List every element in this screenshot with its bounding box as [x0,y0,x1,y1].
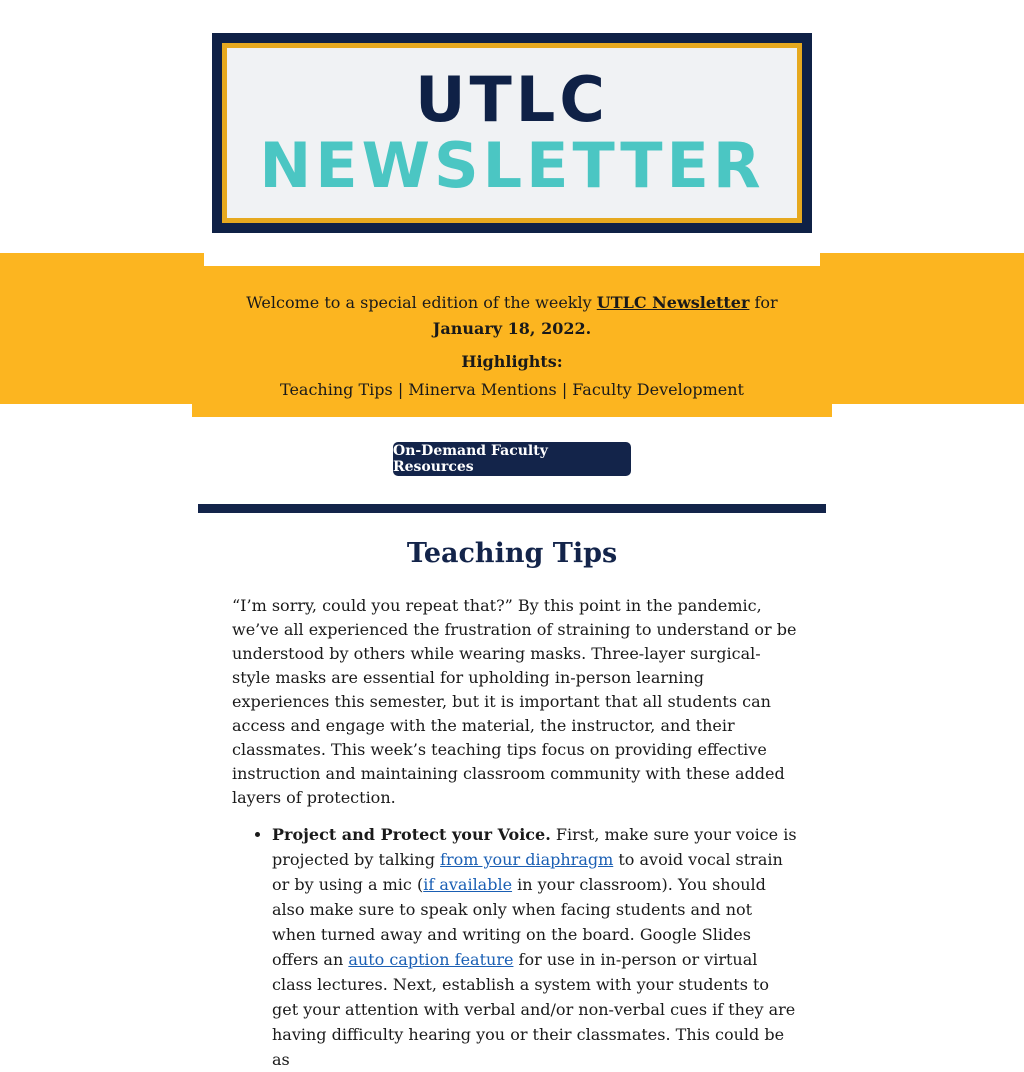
auto-caption-link[interactable]: auto caption feature [348,950,514,969]
band-divider [204,253,820,266]
tip-text: for use in in-person or virtual class lectures. Next, establish a system with your students to get your attention with verbal and/or non-verbal cues if they are having difficulty hearing you or their classmates. This could be as [272,950,796,1069]
section-divider [198,504,826,513]
newsletter-banner [212,33,812,233]
tip-heading: Project and Protect your Voice. [272,825,551,844]
banner-frame [222,43,802,223]
newsletter-link[interactable]: UTLC Newsletter [596,293,750,312]
faculty-resources-button[interactable]: On-Demand Faculty Resources [393,442,631,476]
welcome-text [220,290,804,342]
tip-text: to avoid vocal strain or by using a mic ( [272,850,783,894]
tips-list [232,822,797,1072]
section-title: Teaching Tips [406,538,618,569]
highlights-list: Teaching Tips | Minerva Mentions | Faculty Development [280,380,744,399]
highlights-heading: Highlights: [461,352,563,371]
mic-availability-link[interactable]: if available [423,875,513,894]
diaphragm-link[interactable]: from your diaphragm [440,850,614,869]
list-item [272,822,797,1072]
welcome-middle: for [749,293,778,312]
tip-text: First, make sure your voice is projected by talking [272,825,797,869]
welcome-prefix: Welcome to a special edition of the weekly [246,293,597,312]
banner-title-line2: NEWSLETTER [259,129,765,202]
banner-title-line1: UTLC [415,63,609,136]
tip-text: in your classroom). You should also make sure to speak only when facing students and not when turned away and writing on the board. Google Slides offers an [272,875,766,969]
welcome-panel [192,266,832,417]
edition-date: January 18, 2022 [432,319,586,338]
welcome-suffix: . [585,319,592,338]
intro-paragraph: “I’m sorry, could you repeat that?” By this point in the pandemic, we’ve all experienced the frustration of straining to understand or be understood by others while wearing masks. Three-layer surgical-style masks are essential for upholding in-person learning experiences this semester, but it is important that all students can access and engage with the material, the instructor, and their classmates. This week’s teaching tips focus on providing effective instruction and maintaining classroom community with these added layers of protection. [232,596,797,807]
